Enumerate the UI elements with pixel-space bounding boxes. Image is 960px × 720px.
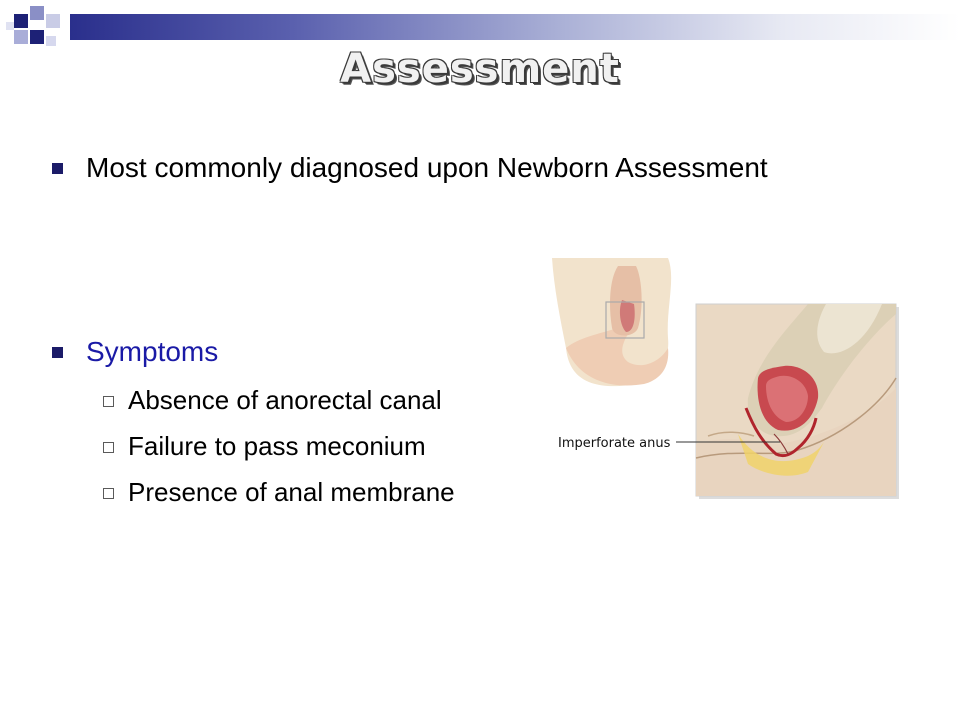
square-bullet-icon	[52, 347, 63, 358]
header-gradient-band	[70, 14, 960, 40]
figure-label: Imperforate anus	[558, 436, 671, 451]
overview-illustration	[552, 258, 671, 386]
corner-square-decoration	[30, 30, 44, 44]
box-bullet-icon	[103, 442, 114, 453]
sub-bullet-item	[103, 431, 426, 462]
sub-bullet-text: Failure to pass meconium	[128, 431, 426, 461]
slide-title: Assessment	[340, 46, 620, 92]
bullet-text: Most commonly diagnosed upon Newborn Assessment	[86, 152, 768, 183]
corner-square-decoration	[46, 36, 56, 46]
bullet-text-symptoms: Symptoms	[86, 336, 219, 367]
box-bullet-icon	[103, 488, 114, 499]
box-bullet-icon	[103, 396, 114, 407]
square-bullet-icon	[52, 163, 63, 174]
bullet-item	[52, 152, 768, 184]
sub-bullet-item	[103, 385, 442, 416]
corner-square-decoration	[46, 14, 60, 28]
sub-bullet-text: Absence of anorectal canal	[128, 385, 442, 415]
corner-square-decoration	[6, 22, 14, 30]
corner-square-decoration	[14, 14, 28, 28]
sub-bullet-item	[103, 477, 455, 508]
bullet-item	[52, 336, 218, 368]
detail-illustration	[696, 304, 899, 499]
corner-square-decoration	[14, 30, 28, 44]
anatomy-illustration	[548, 258, 908, 508]
corner-square-decoration	[30, 6, 44, 20]
sub-bullet-text: Presence of anal membrane	[128, 477, 455, 507]
